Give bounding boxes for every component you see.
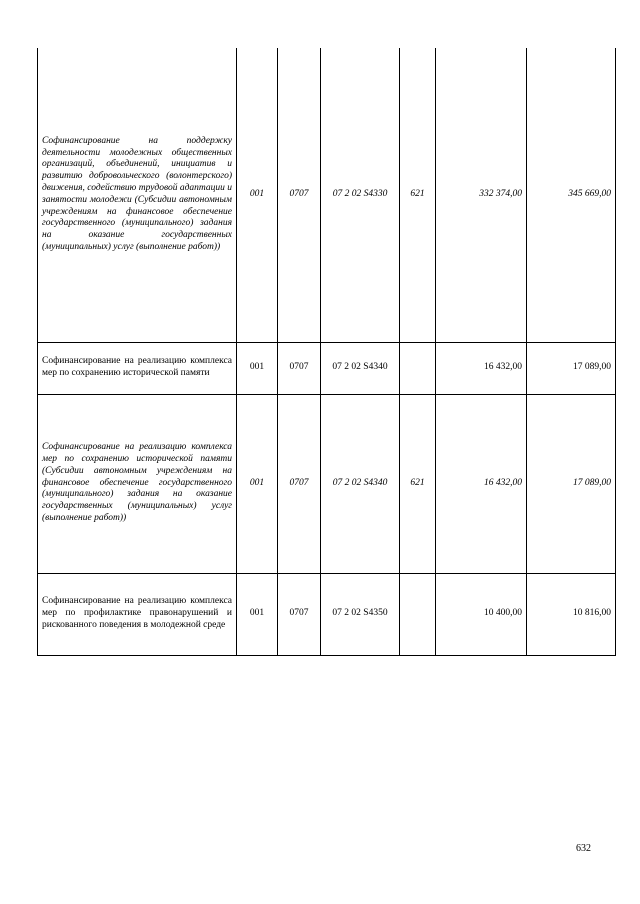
row-amount2: 10 816,00	[527, 573, 616, 655]
row-code1: 001	[237, 48, 278, 342]
row-amount1: 332 374,00	[436, 48, 527, 342]
row-amount2: 17 089,00	[527, 342, 616, 394]
row-code4: 621	[400, 48, 436, 342]
row-code4	[400, 342, 436, 394]
table-row	[38, 573, 616, 655]
row-code1: 001	[237, 342, 278, 394]
row-name: Софинансирование на реализацию комплекса мер по профилактике правонарушений и рискованного поведения в молодежной среде	[38, 573, 237, 655]
row-code3: 07 2 02 S4350	[321, 573, 400, 655]
row-amount1: 10 400,00	[436, 573, 527, 655]
row-name: Софинансирование на поддержку деятельности молодежных общественных организаций, объединений, инициатив и развитию добровольческого (волонтерского) движения, содействию трудовой адаптации и занятости молодежи (Субсидии автономным учреждениям на финансовое обеспечение государственного (муниципального) задания на оказание государственных (муниципальных) услуг (выполнение работ))	[38, 48, 237, 342]
row-name: Софинансирование на реализацию комплекса мер по сохранению исторической памяти	[38, 342, 237, 394]
row-code1: 001	[237, 573, 278, 655]
budget-table	[37, 48, 616, 656]
row-code1: 001	[237, 394, 278, 573]
row-code4: 621	[400, 394, 436, 573]
table-row	[38, 342, 616, 394]
row-amount2: 17 089,00	[527, 394, 616, 573]
row-code4	[400, 573, 436, 655]
row-code2: 0707	[278, 394, 321, 573]
row-code3: 07 2 02 S4340	[321, 394, 400, 573]
table-row	[38, 394, 616, 573]
row-amount2: 345 669,00	[527, 48, 616, 342]
row-name: Софинансирование на реализацию комплекса мер по сохранению исторической памяти (Субсидии автономным учреждениям на финансовое обеспечение государственного (муниципального) задания на оказание государственных (муниципальных) услуг (выполнение работ))	[38, 394, 237, 573]
row-code2: 0707	[278, 342, 321, 394]
page-number: 632	[576, 843, 591, 854]
row-code3: 07 2 02 S4330	[321, 48, 400, 342]
row-amount1: 16 432,00	[436, 342, 527, 394]
row-code2: 0707	[278, 48, 321, 342]
row-code3: 07 2 02 S4340	[321, 342, 400, 394]
row-code2: 0707	[278, 573, 321, 655]
row-amount1: 16 432,00	[436, 394, 527, 573]
table-row	[38, 48, 616, 342]
